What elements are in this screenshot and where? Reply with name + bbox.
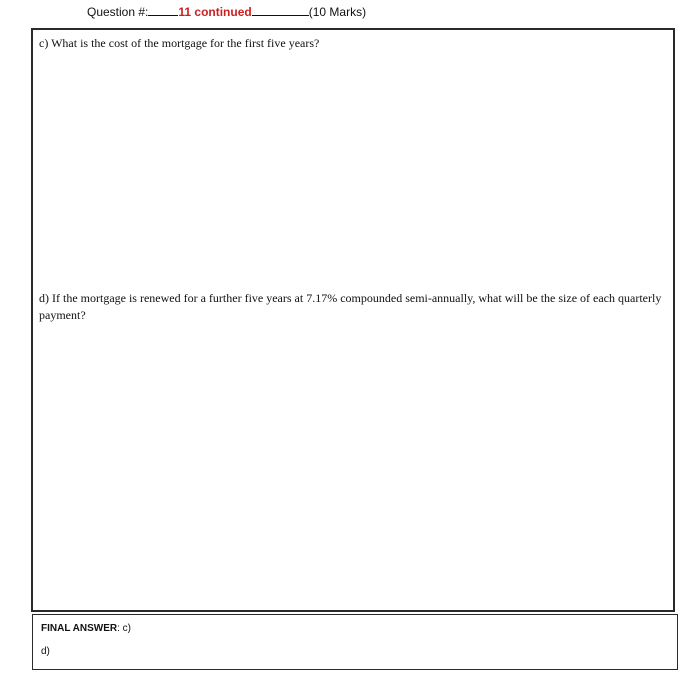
question-number: 11 continued (178, 5, 252, 19)
final-answer-colon: : (117, 623, 123, 634)
final-answer-part-c: c) (122, 623, 132, 634)
header-blank-line (148, 6, 178, 16)
question-marks: (10 Marks) (308, 5, 367, 19)
question-header (87, 5, 366, 19)
final-answer-part-d: d) (41, 646, 50, 657)
header-blank-line (259, 6, 309, 16)
question-prefix: Question #: (87, 5, 149, 19)
final-answer-c (41, 623, 131, 634)
final-answer-d (41, 646, 50, 657)
question-d-text: d) If the mortgage is renewed for a further five years at 7.17% compounded semi-annually, what will be the size of each quarterly payment? (39, 291, 662, 322)
final-answer-label: FINAL ANSWER (41, 623, 118, 634)
final-answer-box[interactable] (32, 614, 678, 670)
question-c-text: c) What is the cost of the mortgage for the first five years? (39, 36, 320, 50)
header-blank-line (252, 6, 259, 16)
work-area[interactable] (31, 28, 675, 612)
